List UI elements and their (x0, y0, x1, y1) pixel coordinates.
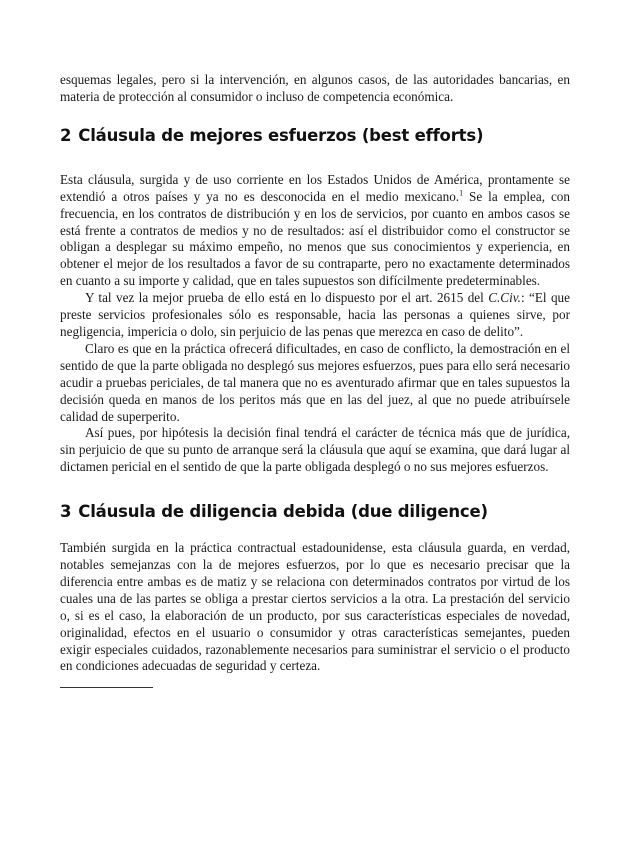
section-3-paragraph-1: También surgida en la práctica contractual estadounidense, esta cláusula guarda, en verdad, notables semejanzas con la de mejores esfuerzos, por lo que es necesario precisar que la diferencia entre ambas es de matiz y se relaciona con determinados contratos por virtud de los cuales una de las partes se obliga a prestar ciertos servicios a la otra. La prestación del servicio o, si es el caso, la elaboración de un producto, por sus características especiales de novedad, originalidad, efectos en el usuario o consumidor y otras características semejantes, pueden exigir especiales cuidados, razonablemente necesarios para suministrar el servicio o el producto en condiciones adecuadas de seguridad y certeza. (60, 540, 570, 674)
paragraph-text: : “El que preste servicios profesionales sólo es responsable, hacia las personas a quienes sirve, por negligencia, impericia o dolo, sin perjuicio de las penas que merezca en caso de delito”. (60, 290, 570, 339)
footnote-marker: 1 (459, 188, 464, 198)
section-2-paragraph-3: Claro es que en la práctica ofrecerá dificultades, en caso de conflicto, la demostración en el sentido de que la parte obligada no desplegó sus mejores esfuerzos, pues para ello será necesario acudir a pruebas periciales, de tal manera que no es aventurado afirmar que en tales supuestos la decisión queda en manos de los peritos más que en las del juez, al que no puede atribuírsele calidad de superperito. (60, 340, 570, 424)
footnote-separator (60, 687, 153, 688)
section-2-heading (60, 126, 570, 146)
intro-paragraph: esquemas legales, pero si la intervención, en algunos casos, de las autoridades bancarias, en materia de protección al consumidor o incluso de competencia económica. (60, 72, 570, 104)
document-page (60, 72, 570, 688)
section-2-title: Cláusula de mejores esfuerzos (best efforts) (78, 125, 484, 145)
section-3-title: Cláusula de diligencia debida (due diligence) (78, 502, 488, 522)
section-3-heading (60, 502, 570, 522)
paragraph-text: Y tal vez la mejor prueba de ello está en lo dispuesto por el art. 2615 del (85, 290, 489, 306)
section-2-number: 2 (60, 125, 72, 145)
section-2-paragraph-2 (60, 290, 570, 341)
section-2-paragraph-1 (60, 172, 570, 290)
paragraph-text: Se la emplea, con frecuencia, en los contratos de distribución y en los de servicios, por cuanto en ambos casos se está frente a contratos de medios y no de resultados: así el distribuidor como el constructor se obligan a desplegar su máximo empeño, no menos que sus conocimientos y experiencia, en obtener el mejor de los resultados a favor de su contraparte, pero no exactamente determinados en cuanto a su importe y calidad, que en tales supuestos son difícilmente predeterminables. (60, 188, 570, 289)
paragraph-text: Esta cláusula, surgida y de uso corriente en los Estados Unidos de América, prontamente se extendió a otros países y ya no es desconocida en el medio mexicano. (60, 171, 570, 204)
code-citation: C.Civ. (488, 290, 521, 306)
section-2-paragraph-4: Así pues, por hipótesis la decisión final tendrá el carácter de técnica más que de jurídica, sin perjuicio de que su punto de arranque será la cláusula que aquí se examina, que dará lugar al dictamen pericial en el sentido de que la parte obligada desplegó o no sus mejores esfuerzos. (60, 425, 570, 475)
section-3-number: 3 (60, 502, 72, 522)
